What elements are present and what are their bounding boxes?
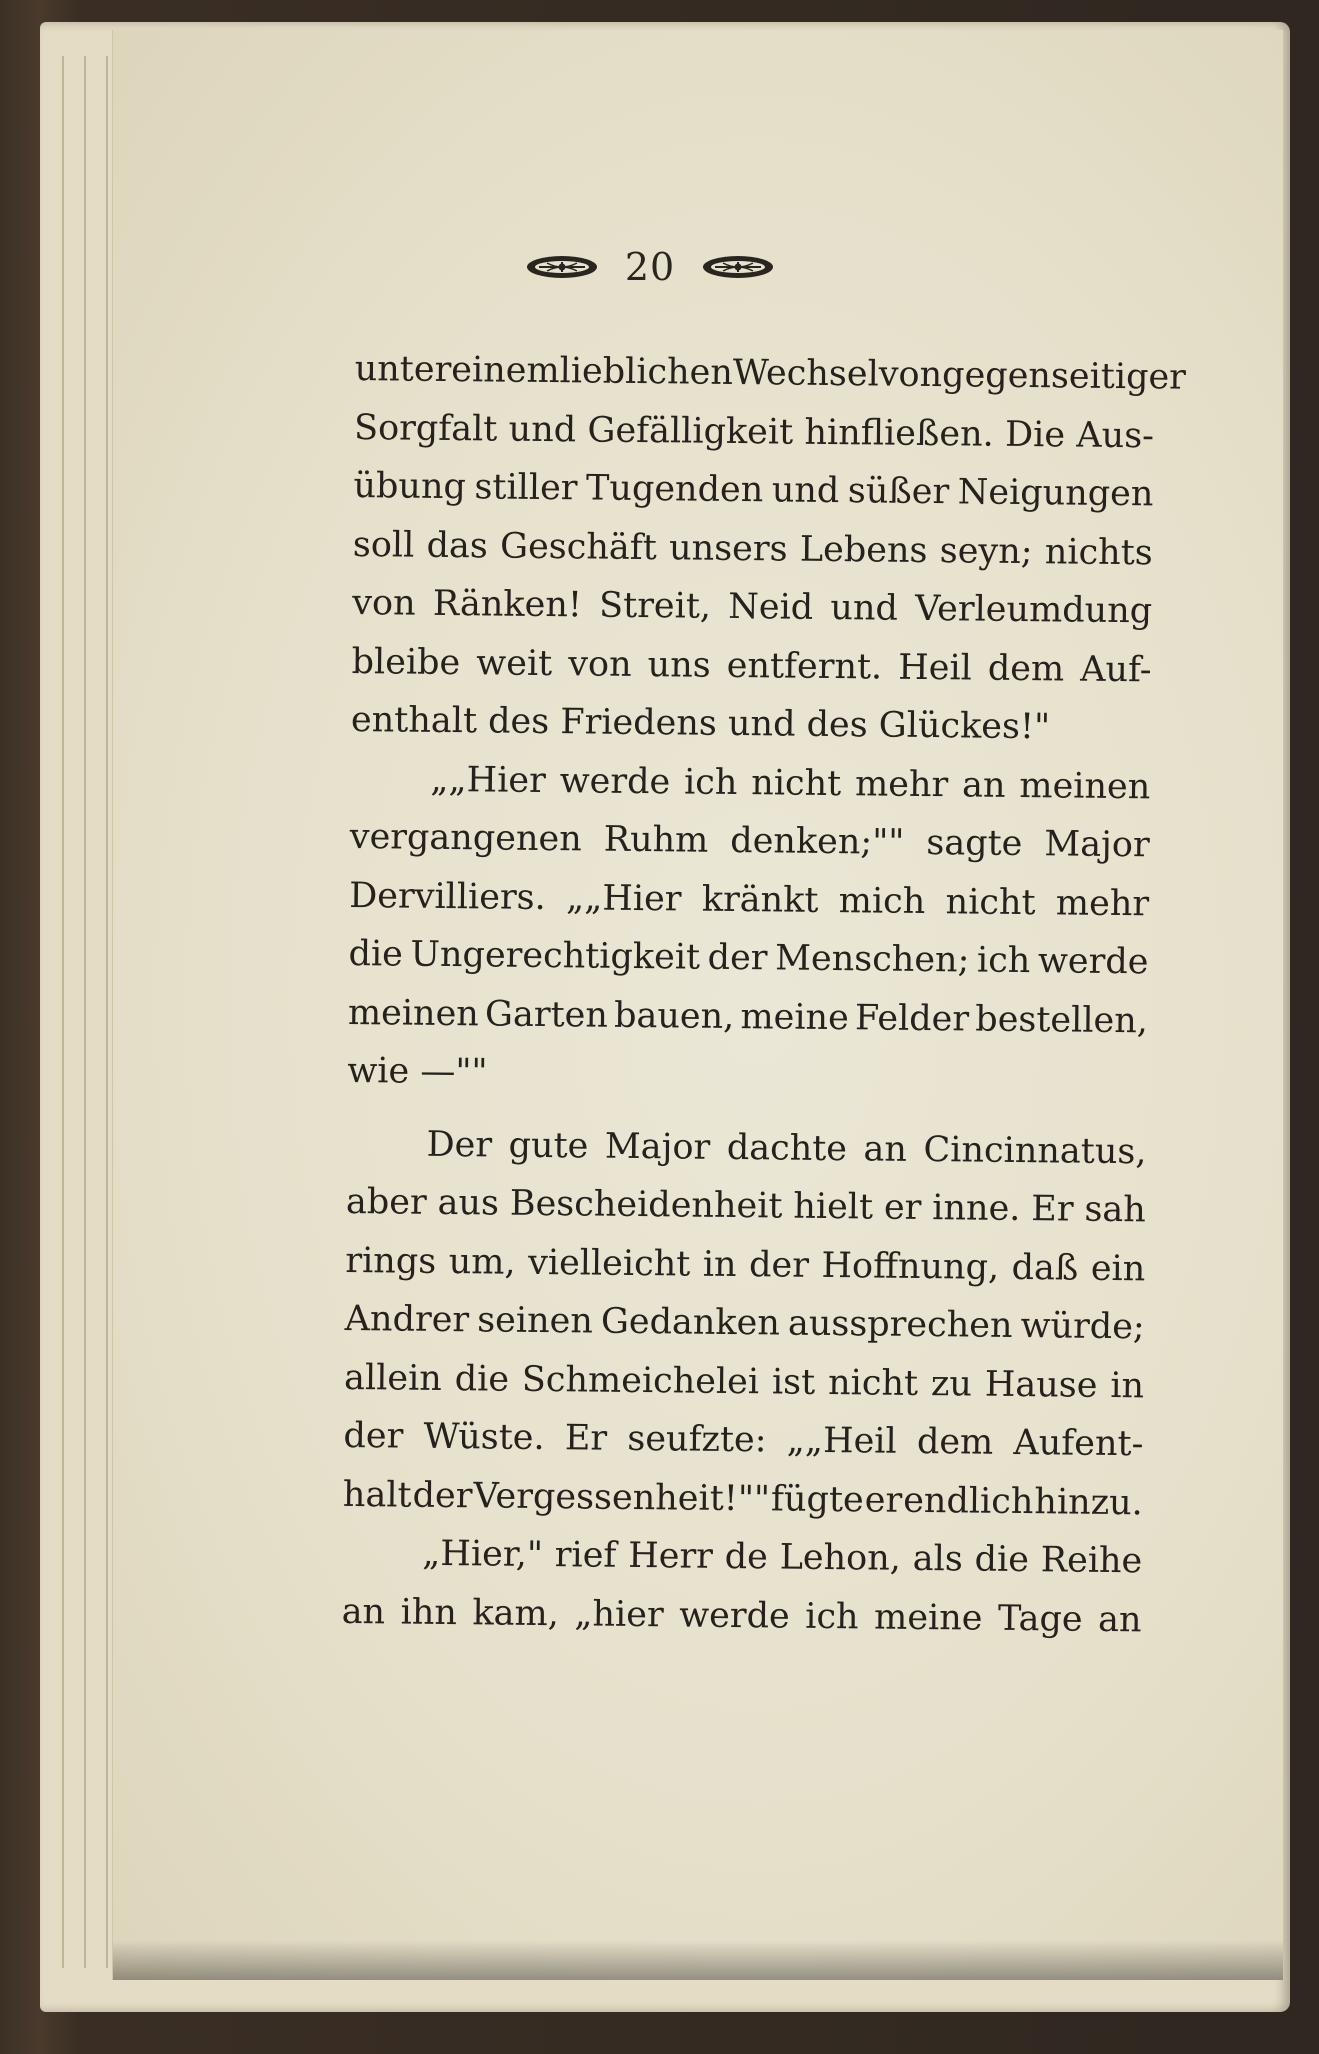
word: der	[412, 1475, 473, 1516]
word: halt	[342, 1474, 412, 1516]
word: süßer	[847, 471, 950, 513]
word: an	[341, 1591, 386, 1632]
word: hinfließen.	[804, 412, 994, 455]
word: meinen	[347, 992, 480, 1034]
word: kränkt	[701, 879, 819, 921]
word: Cincinnatus,	[923, 1129, 1147, 1172]
word: ich	[805, 1596, 859, 1637]
word: dachte	[726, 1127, 848, 1169]
word: Neigungen	[957, 472, 1154, 515]
word: werde	[1037, 941, 1149, 983]
word: aber	[345, 1181, 427, 1223]
text-line	[354, 340, 1187, 407]
word: Gedanken	[600, 1301, 781, 1344]
ornament-left-icon	[525, 252, 599, 282]
page-edge	[62, 56, 64, 1968]
word: Schmeichelei	[521, 1359, 760, 1402]
word: Ungerechtigkeit	[410, 934, 701, 978]
text-line	[348, 983, 1149, 1050]
text-line	[346, 1114, 1147, 1181]
text-line	[346, 1173, 1147, 1240]
word: bauen,	[613, 995, 735, 1037]
word: „„Heil	[786, 1420, 897, 1462]
word: von	[878, 354, 943, 396]
word: „„Hier	[430, 759, 547, 801]
text-line	[350, 749, 1151, 816]
word: Verleumdung	[914, 588, 1153, 632]
word: und	[830, 587, 899, 629]
word: rief	[554, 1535, 617, 1576]
text-line	[343, 1407, 1144, 1474]
word: und	[771, 470, 840, 512]
word: seyn;	[939, 530, 1033, 572]
word: Hause	[984, 1364, 1098, 1406]
word: Tugenden	[585, 468, 764, 511]
word: von	[568, 643, 632, 685]
word: ich	[976, 940, 1031, 982]
word: gegenseitiger	[941, 355, 1187, 398]
word: mich	[838, 880, 926, 922]
word: fügte	[770, 1478, 864, 1520]
word: bleibe	[351, 641, 461, 683]
text-line	[353, 515, 1154, 582]
word: der	[748, 1244, 810, 1286]
word: sah	[1084, 1189, 1147, 1231]
word: lieblichen	[559, 351, 734, 393]
word: Die	[1004, 414, 1066, 455]
text-line	[342, 1524, 1143, 1591]
page-header	[500, 232, 800, 302]
word: mehr	[854, 763, 949, 805]
word: er	[864, 1479, 903, 1521]
text-line	[344, 1290, 1145, 1357]
word: nicht	[751, 762, 842, 804]
word: der	[707, 937, 768, 979]
word: Lebens	[799, 529, 928, 571]
word: der	[343, 1415, 404, 1457]
word: Andrer	[344, 1298, 470, 1341]
word: Neid	[728, 586, 814, 628]
text-line	[349, 866, 1150, 933]
word: als	[912, 1538, 963, 1580]
text-line: wie —""	[347, 1050, 488, 1093]
word: daß	[1011, 1247, 1079, 1289]
word: an	[961, 764, 1006, 806]
text-line	[348, 925, 1149, 992]
word: kam,	[472, 1592, 560, 1634]
word: Reihe	[1040, 1540, 1143, 1582]
word: nichts	[1044, 531, 1153, 573]
word: Bescheidenheit	[509, 1183, 783, 1227]
word: vergangenen	[349, 816, 582, 860]
word: sagte	[926, 823, 1023, 865]
word: seufzte:	[627, 1418, 767, 1461]
word: vielleicht	[527, 1242, 691, 1285]
word: Er	[564, 1418, 608, 1459]
word: Menschen;	[774, 938, 970, 981]
word: er	[883, 1187, 922, 1228]
word: Wüste.	[423, 1416, 545, 1459]
word: in	[1110, 1365, 1145, 1406]
word: „hier	[574, 1593, 664, 1635]
word: werde	[559, 760, 671, 802]
word: Garten	[484, 993, 609, 1036]
word: würde;	[1020, 1306, 1145, 1348]
word: unsers	[668, 527, 788, 570]
word: ist	[771, 1361, 816, 1403]
word: Gefälligkeit	[587, 409, 794, 453]
word: rings	[345, 1240, 437, 1282]
word: „Hier,"	[422, 1533, 544, 1576]
word: von	[352, 582, 416, 624]
word: einem	[451, 350, 560, 392]
word: nicht	[827, 1362, 919, 1404]
word: zu	[930, 1363, 973, 1405]
word: hielt	[793, 1186, 874, 1228]
word: und	[508, 409, 577, 450]
word: Herr	[627, 1535, 714, 1577]
text-line	[354, 398, 1155, 465]
word: Ruhm	[603, 819, 709, 861]
word: Dervilliers.	[348, 875, 546, 918]
text-line	[349, 808, 1150, 875]
word: seinen	[477, 1300, 594, 1342]
word: Hoffnung,	[821, 1245, 1000, 1288]
text-line	[351, 632, 1152, 699]
body-text	[341, 340, 1187, 1649]
word: Sorgfalt	[353, 407, 498, 449]
word: ein	[1090, 1248, 1146, 1289]
word: ich	[683, 761, 738, 803]
word: mehr	[1055, 882, 1150, 924]
word: dem	[987, 648, 1065, 689]
word: allein	[343, 1357, 443, 1399]
word: Tage	[997, 1598, 1083, 1640]
word: in	[702, 1244, 737, 1285]
word: werde	[678, 1594, 790, 1637]
text-line: enthalt des Friedens und des Glückes!"	[350, 699, 1051, 748]
text-line	[343, 1465, 1144, 1532]
word: inne.	[932, 1188, 1021, 1230]
word: meinen	[1019, 765, 1151, 807]
word: Geschäft	[499, 526, 658, 568]
word: soll	[352, 524, 415, 566]
word: denken;""	[730, 820, 905, 863]
word: dem	[916, 1421, 994, 1463]
word: Major	[1044, 824, 1150, 866]
word: Streit,	[598, 585, 712, 627]
word: weit	[476, 642, 553, 684]
word: Er	[1031, 1189, 1074, 1230]
word: de	[724, 1536, 769, 1578]
word: um,	[448, 1241, 516, 1283]
page-shadow	[113, 1940, 1283, 1980]
page-edge	[106, 56, 108, 1968]
word: bestellen,	[975, 999, 1149, 1041]
word: die	[348, 933, 404, 975]
text-line	[353, 457, 1154, 524]
word: Lehon,	[779, 1537, 902, 1579]
word: entfernt.	[726, 645, 883, 688]
page-edge	[84, 56, 86, 1968]
word: gute	[508, 1125, 589, 1166]
word: aussprechen	[787, 1303, 1013, 1346]
word: Heil	[898, 647, 973, 688]
word: uns	[647, 644, 711, 686]
word: Aus-	[1076, 415, 1155, 456]
word: an	[863, 1128, 908, 1170]
word: übung	[353, 465, 467, 508]
text-line	[341, 1582, 1142, 1649]
word: Ränken!	[432, 583, 583, 626]
word: meine	[873, 1597, 983, 1639]
word: Auf-	[1079, 649, 1152, 690]
word: das	[426, 525, 489, 566]
word: Aufent-	[1013, 1422, 1144, 1465]
word: aus	[437, 1182, 500, 1224]
word: endlich	[902, 1480, 1034, 1522]
ornament-right-icon	[701, 252, 775, 282]
word: ihn	[400, 1592, 458, 1633]
word: die	[454, 1358, 510, 1400]
word: Wechsel	[732, 352, 879, 395]
word: Felder	[854, 997, 970, 1039]
word: die	[974, 1539, 1030, 1581]
word: Vergessenheit!""	[473, 1475, 771, 1519]
text-line	[344, 1348, 1145, 1415]
word: stiller	[474, 467, 578, 509]
word: hinzu.	[1034, 1481, 1144, 1523]
word: Der	[426, 1124, 493, 1165]
word: unter	[354, 348, 452, 391]
word: Major	[604, 1126, 711, 1168]
word: nicht	[945, 881, 1036, 923]
word: meine	[740, 996, 850, 1038]
text-line	[352, 574, 1153, 641]
word: „„Hier	[565, 877, 682, 919]
text-line	[345, 1231, 1146, 1298]
word: an	[1097, 1599, 1142, 1640]
page-number: 20	[624, 245, 676, 289]
